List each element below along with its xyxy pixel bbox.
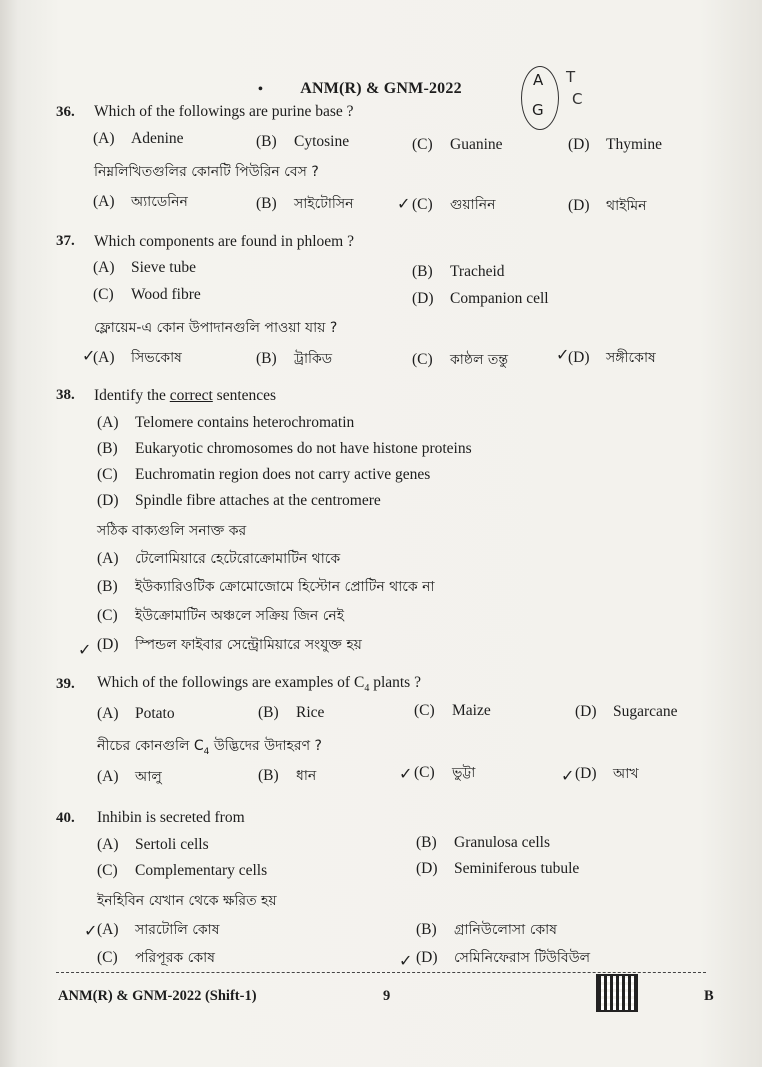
option-b[interactable] bbox=[256, 133, 349, 151]
option-label: (D) bbox=[412, 290, 434, 307]
check-mark-icon: ✓ bbox=[399, 764, 413, 783]
option-c[interactable] bbox=[97, 862, 267, 880]
handwritten-ring bbox=[521, 66, 559, 130]
option-label: (C) bbox=[412, 351, 433, 368]
option-a-bengali[interactable] bbox=[93, 190, 188, 214]
question-text-bengali bbox=[97, 734, 322, 758]
option-label: (D) bbox=[568, 197, 590, 214]
page-header bbox=[0, 80, 762, 98]
check-mark-icon: ✓ bbox=[78, 640, 92, 659]
option-text: স্পিন্ডল ফাইবার সেন্ট্রোমিয়ারে সংযুক্ত হয় bbox=[135, 637, 362, 653]
option-label: (B) bbox=[258, 767, 279, 784]
option-c-bengali[interactable] bbox=[97, 604, 344, 628]
option-text: Complementary cells bbox=[135, 862, 268, 879]
option-label: (D) bbox=[575, 703, 597, 720]
option-label: (B) bbox=[416, 921, 437, 938]
option-label: (C) bbox=[97, 862, 118, 879]
option-text: থাইমিন bbox=[606, 198, 647, 214]
option-text: Granulosa cells bbox=[454, 834, 550, 851]
ring-letter-top: A bbox=[533, 71, 544, 89]
option-label: (A) bbox=[93, 349, 115, 366]
option-text: Sugarcane bbox=[613, 703, 678, 720]
option-c-bengali[interactable] bbox=[97, 946, 215, 970]
option-label: (D) bbox=[416, 949, 438, 966]
option-text: সঙ্গীকোষ bbox=[606, 350, 656, 366]
question-text-part: Identify the bbox=[94, 387, 170, 404]
option-d[interactable] bbox=[412, 290, 549, 308]
option-a[interactable] bbox=[97, 836, 209, 854]
option-text: Telomere contains heterochromatin bbox=[135, 414, 355, 431]
option-label: (C) bbox=[97, 607, 118, 624]
option-text: আলু bbox=[135, 769, 162, 785]
option-text: Wood fibre bbox=[131, 286, 201, 303]
option-label: (C) bbox=[412, 196, 433, 213]
option-text: Rice bbox=[296, 704, 325, 721]
qr-code-icon bbox=[596, 974, 638, 1012]
check-mark-icon: ✓ bbox=[84, 921, 98, 940]
question-number: 38. bbox=[56, 387, 75, 403]
option-d-bengali[interactable] bbox=[568, 194, 647, 218]
option-a[interactable] bbox=[97, 705, 175, 723]
question-number: 37. bbox=[56, 233, 75, 249]
question-number: 36. bbox=[56, 104, 75, 120]
question-text-bengali: নিম্নলিখিতগুলির কোনটি পিউরিন বেস ? bbox=[94, 164, 319, 180]
option-c[interactable] bbox=[414, 702, 491, 720]
question-text: Which of the followings are purine base ? bbox=[94, 103, 354, 120]
check-mark-icon: ✓ bbox=[82, 346, 96, 365]
option-text: ভুট্টা bbox=[452, 765, 476, 781]
option-c-bengali[interactable] bbox=[412, 348, 508, 372]
bengali-text-subscript: 4 bbox=[203, 746, 210, 757]
option-label: (A) bbox=[97, 768, 119, 785]
option-text: ধান bbox=[296, 768, 317, 784]
question-text-bengali: সঠিক বাক্যগুলি সনাক্ত কর bbox=[97, 523, 247, 539]
check-mark-icon: ✓ bbox=[397, 194, 411, 213]
question-text-part: plants ? bbox=[369, 674, 421, 691]
option-c[interactable] bbox=[412, 136, 503, 154]
option-label: (B) bbox=[256, 350, 277, 367]
option-text: Sieve tube bbox=[131, 259, 196, 276]
option-a-bengali[interactable] bbox=[97, 765, 162, 789]
question-text-underlined: correct bbox=[169, 387, 213, 404]
ring-letter-bottom: G bbox=[532, 101, 544, 119]
option-text: গ্রানিউলোসা কোষ bbox=[454, 922, 557, 938]
page-number: 9 bbox=[383, 988, 391, 1004]
option-label: (B) bbox=[412, 263, 433, 280]
option-label: (D) bbox=[97, 636, 119, 653]
option-label: (A) bbox=[97, 921, 119, 938]
option-text: অ্যাডেনিন bbox=[131, 194, 188, 210]
option-text: ইউক্যারিওটিক ক্রোমোজোমে হিস্টোন প্রোটিন থাকে না bbox=[135, 579, 435, 595]
option-text: টেলোমিয়ারে হেটেরোক্রোমাটিন থাকে bbox=[135, 551, 341, 567]
option-label: (A) bbox=[93, 130, 115, 147]
option-text: Maize bbox=[452, 702, 491, 719]
option-d[interactable] bbox=[416, 860, 579, 878]
footer-exam-title: ANM(R) & GNM-2022 (Shift-1) bbox=[58, 988, 257, 1004]
bengali-text-part: উদ্ভিদের উদাহরণ ? bbox=[209, 738, 322, 754]
option-text: গুয়ানিন bbox=[450, 197, 496, 213]
option-d-bengali[interactable] bbox=[568, 346, 656, 370]
option-label: (C) bbox=[93, 286, 114, 303]
header-dot: • bbox=[258, 82, 264, 97]
handwritten-letter-c: C bbox=[572, 90, 583, 108]
option-text: Guanine bbox=[450, 136, 503, 153]
check-mark-icon: ✓ bbox=[399, 951, 413, 970]
option-d-bengali[interactable] bbox=[575, 762, 639, 786]
option-text: ট্রাকিড bbox=[294, 351, 333, 367]
option-d-bengali[interactable] bbox=[416, 946, 590, 970]
option-text: সারটোলি কোষ bbox=[135, 922, 220, 938]
option-text: সেমিনিফেরাস টিউবিউল bbox=[454, 950, 591, 966]
option-b-bengali[interactable] bbox=[416, 918, 557, 942]
question-text-bengali: ইনহিবিন যেখান থেকে ক্ষরিত হয় bbox=[97, 893, 277, 909]
option-c-bengali[interactable] bbox=[412, 193, 495, 217]
option-a-bengali[interactable] bbox=[97, 547, 340, 571]
option-label: (C) bbox=[97, 466, 118, 483]
question-text-part: sentences bbox=[212, 387, 277, 404]
option-a[interactable] bbox=[97, 414, 354, 432]
option-text: Cytosine bbox=[294, 133, 350, 150]
option-label: (A) bbox=[97, 414, 119, 431]
option-text: Companion cell bbox=[450, 290, 549, 307]
option-d[interactable] bbox=[97, 492, 381, 510]
question-text: Which components are found in phloem ? bbox=[94, 233, 354, 250]
option-label: (C) bbox=[414, 764, 435, 781]
option-label: (B) bbox=[258, 704, 279, 721]
option-b[interactable] bbox=[416, 834, 550, 852]
option-text: Potato bbox=[135, 705, 175, 722]
option-b[interactable] bbox=[258, 704, 324, 722]
question-text-bengali: ফ্লোয়েম-এ কোন উপাদানগুলি পাওয়া যায় ? bbox=[94, 320, 338, 336]
option-text: Adenine bbox=[131, 130, 184, 147]
option-a-bengali[interactable] bbox=[93, 346, 182, 370]
question-text bbox=[94, 387, 276, 405]
option-text: Tracheid bbox=[450, 263, 505, 280]
question-text: Inhibin is secreted from bbox=[97, 809, 245, 826]
question-set-code: B bbox=[704, 988, 714, 1004]
option-a[interactable] bbox=[93, 130, 184, 148]
option-text: Sertoli cells bbox=[135, 836, 209, 853]
question-number: 40. bbox=[56, 810, 75, 826]
question-text bbox=[97, 674, 421, 694]
option-label: (D) bbox=[416, 860, 438, 877]
option-label: (D) bbox=[97, 492, 119, 509]
option-label: (B) bbox=[416, 834, 437, 851]
option-b[interactable] bbox=[412, 263, 505, 281]
option-label: (C) bbox=[414, 702, 435, 719]
option-a[interactable] bbox=[93, 259, 196, 277]
option-label: (C) bbox=[412, 136, 433, 153]
option-text: পরিপূরক কোষ bbox=[135, 950, 215, 966]
option-text: সিভকোষ bbox=[131, 350, 182, 366]
option-label: (A) bbox=[97, 705, 119, 722]
option-a-bengali[interactable] bbox=[97, 918, 219, 942]
header-title: ANM(R) & GNM-2022 bbox=[300, 80, 462, 97]
option-b[interactable] bbox=[97, 440, 472, 458]
option-label: (B) bbox=[97, 578, 118, 595]
question-text-part: Which of the followings are examples of C bbox=[97, 674, 365, 691]
option-d[interactable] bbox=[568, 136, 662, 154]
option-label: (A) bbox=[93, 259, 115, 276]
option-b-bengali[interactable] bbox=[256, 347, 332, 371]
option-label: (A) bbox=[97, 836, 119, 853]
footer-divider bbox=[56, 972, 706, 973]
option-label: (A) bbox=[97, 550, 119, 567]
check-mark-icon: ✓ bbox=[561, 766, 575, 785]
option-label: (B) bbox=[256, 195, 277, 212]
option-d[interactable] bbox=[575, 703, 678, 721]
option-text: আখ bbox=[613, 766, 639, 782]
bengali-text-part: নীচের কোনগুলি C bbox=[97, 738, 204, 754]
option-label: (D) bbox=[575, 765, 597, 782]
option-label: (C) bbox=[97, 949, 118, 966]
question-number: 39. bbox=[56, 676, 75, 692]
option-text: Eukaryotic chromosomes do not have histone proteins bbox=[135, 440, 472, 457]
option-label: (B) bbox=[256, 133, 277, 150]
option-label: (B) bbox=[97, 440, 118, 457]
handwritten-letter-t: T bbox=[566, 68, 576, 86]
check-mark-icon: ✓ bbox=[556, 345, 570, 364]
question-text-subscript: 4 bbox=[364, 683, 370, 695]
option-label: (D) bbox=[568, 136, 590, 153]
option-c-bengali[interactable] bbox=[414, 761, 475, 785]
option-label: (A) bbox=[93, 193, 115, 210]
option-b-bengali[interactable] bbox=[256, 192, 354, 216]
option-label: (D) bbox=[568, 349, 590, 366]
option-text: সাইটোসিন bbox=[294, 196, 354, 212]
option-d-bengali[interactable] bbox=[97, 633, 362, 657]
option-text: Euchromatin region does not carry active genes bbox=[135, 466, 431, 483]
option-text: কাষ্ঠল তন্তু bbox=[450, 352, 509, 368]
option-c[interactable] bbox=[93, 286, 201, 304]
option-text: Seminiferous tubule bbox=[454, 860, 580, 877]
option-text: Spindle fibre attaches at the centromere bbox=[135, 492, 381, 509]
option-text: ইউক্রোমাটিন অঞ্চলে সক্রিয় জিন নেই bbox=[135, 608, 345, 624]
option-text: Thymine bbox=[606, 136, 662, 153]
option-b-bengali[interactable] bbox=[258, 764, 316, 788]
option-b-bengali[interactable] bbox=[97, 575, 435, 599]
option-c[interactable] bbox=[97, 466, 430, 484]
